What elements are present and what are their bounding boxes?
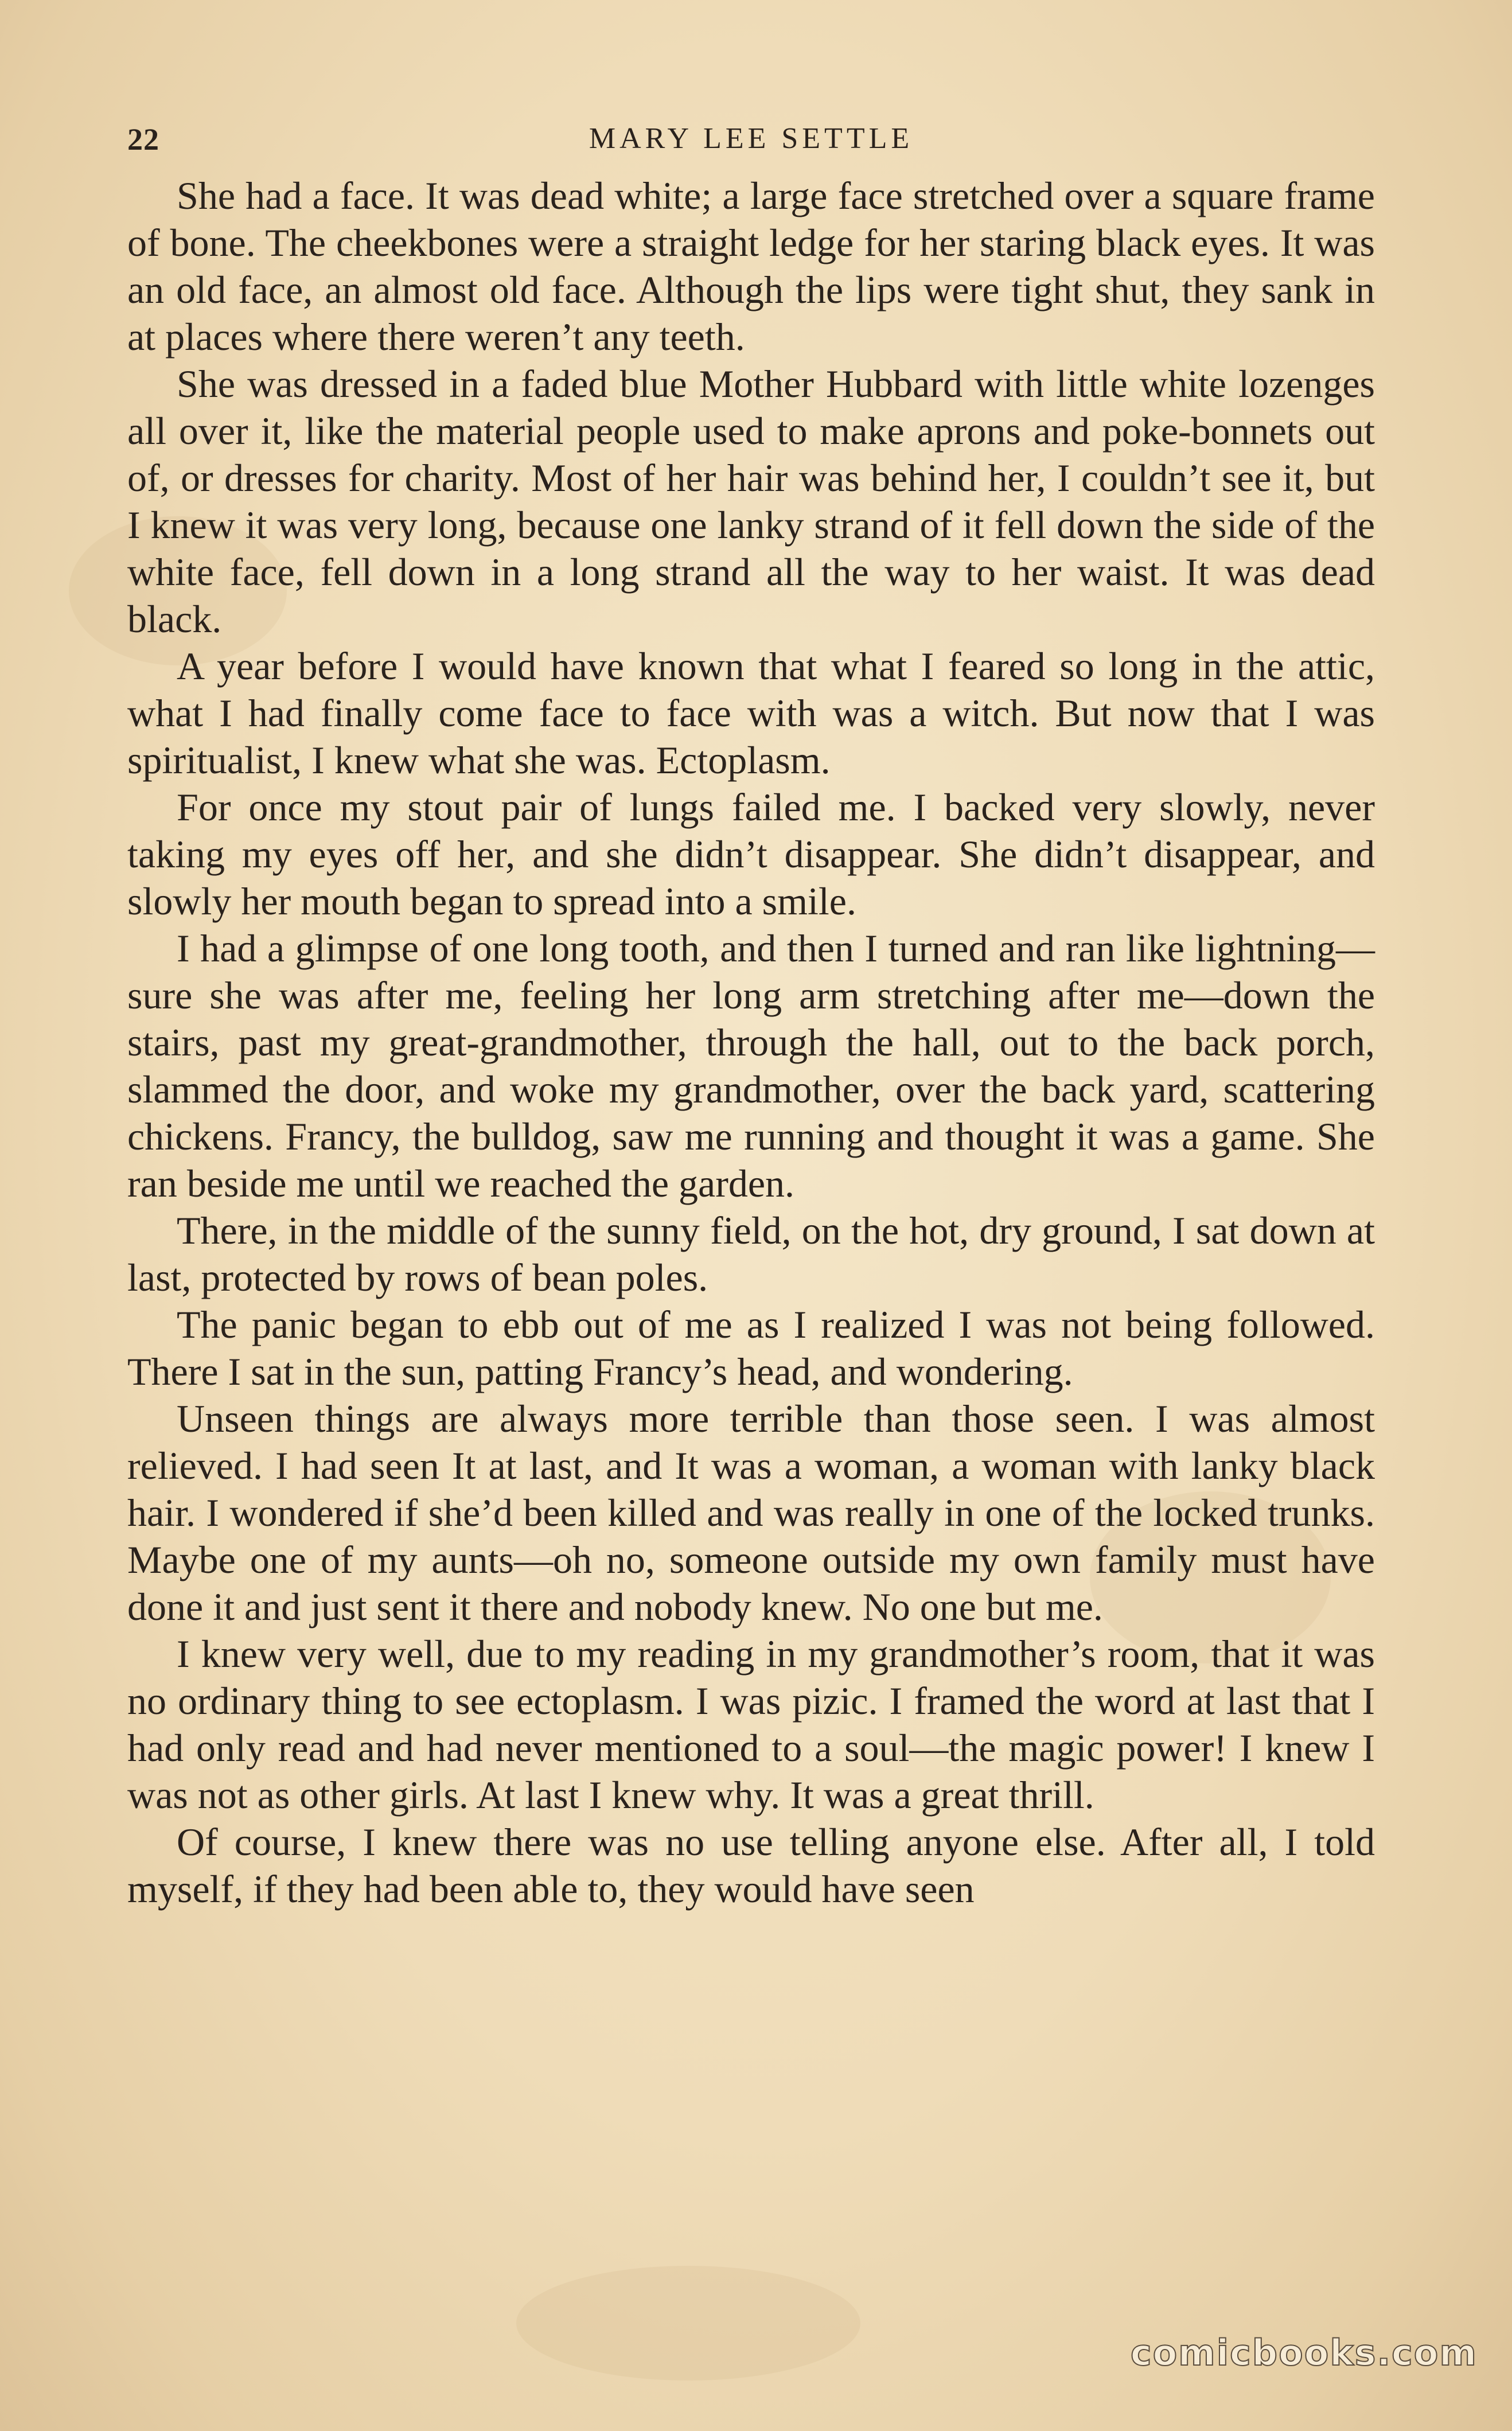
running-head: MARY LEE SETTLE [589, 122, 914, 155]
paragraph: She was dressed in a faded blue Mother Hubbard with little white lozenges all over it, like the material people used to make aprons and poke-bonnets out of, or dresses for charity. Most of her hair was behind her, I couldn’t see it, but I knew it was very long, because one lanky strand of it fell down the side of the white face, fell down in a long strand all the way to her waist. It was dead black. [127, 362, 1375, 641]
page-header [127, 122, 1375, 162]
body-text [127, 172, 1375, 1912]
paragraph: I had a glimpse of one long tooth, and then I turned and ran like lightning—sure she was after me, feeling her long arm stretching after me—down the stairs, past my great-grandmother, through the hall, out to the back porch, slammed the door, and woke my grandmother, over the back yard, scattering chickens. Francy, the bulldog, saw me running and thought it was a game. She ran beside me until we reached the garden. [127, 926, 1375, 1205]
paper-stain [516, 2266, 860, 2381]
paragraph: There, in the middle of the sunny field, on the hot, dry ground, I sat down at last, protected by rows of bean poles. [127, 1209, 1375, 1299]
paragraph: Of course, I knew there was no use telling anyone else. After all, I told myself, if they had been able to, they would have seen [127, 1820, 1375, 1911]
paragraph: I knew very well, due to my reading in my grandmother’s room, that it was no ordinary thing to see ectoplasm. I was pizic. I framed the word at last that I had only read and had never mentioned to a soul—the magic power! I knew I was not as other girls. At last I knew why. It was a great thrill. [127, 1632, 1375, 1817]
paragraph: Unseen things are always more terrible than those seen. I was almost relieved. I had seen It at last, and It was a woman, a woman with lanky black hair. I wondered if she’d been killed and was really in one of the locked trunks. Maybe one of my aunts—oh no, someone outside my own family must have done it and just sent it there and nobody knew. No one but me. [127, 1397, 1375, 1629]
paragraph: For once my stout pair of lungs failed me. I backed very slowly, never taking my eyes off her, and she didn’t disappear. She didn’t disappear, and slowly her mouth began to spread into a smile. [127, 785, 1375, 923]
paragraph: A year before I would have known that what I feared so long in the attic, what I had finally come face to face with was a witch. But now that I was spiritualist, I knew what she was. Ectoplasm. [127, 644, 1375, 782]
paragraph: The panic began to ebb out of me as I realized I was not being followed. There I sat in the sun, patting Francy’s head, and wondering. [127, 1303, 1375, 1393]
page-number: 22 [127, 122, 159, 157]
paragraph: She had a face. It was dead white; a large face stretched over a square frame of bone. The cheekbones were a straight ledge for her staring black eyes. It was an old face, an almost old face. Although the lips were tight shut, they sank in at places where there weren’t any teeth. [127, 174, 1375, 359]
watermark: comicbooks.com [1130, 2332, 1478, 2374]
